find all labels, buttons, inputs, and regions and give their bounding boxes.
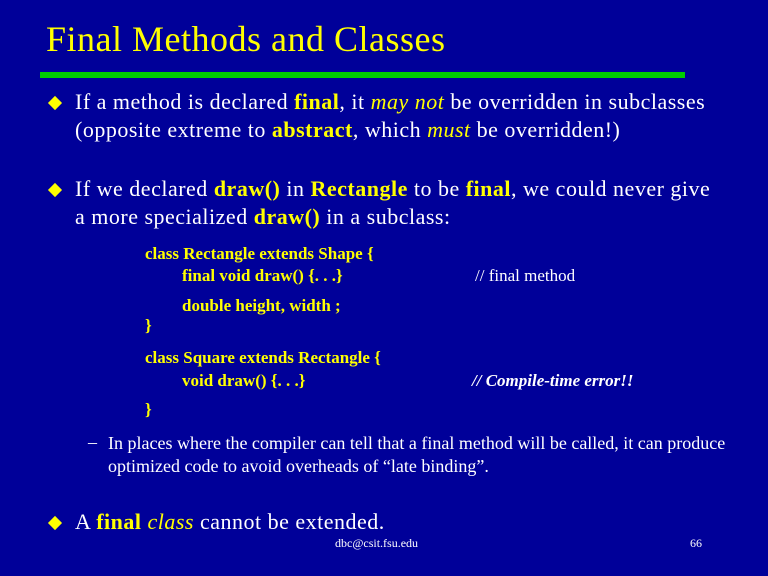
code-comment: // Compile-time error!! (472, 371, 634, 390)
bullet-final-class (75, 508, 725, 536)
bullet-text: be overridden!) (470, 117, 621, 142)
bullet-text: A (75, 509, 97, 534)
keyword-abstract: abstract (271, 117, 353, 142)
bullet-text: in (280, 176, 311, 201)
bullet-text: , which (352, 117, 428, 142)
code-comment: // final method (475, 266, 576, 285)
keyword-final: final (96, 509, 142, 534)
emphasis-class: class (147, 509, 194, 534)
subpoint-text: In places where the compiler can tell that a final method will be called, it can produce optimized code to avoid overheads of “late binding”. (108, 433, 726, 476)
code-line: class Square extends Rectangle { (145, 348, 381, 367)
bullet-diamond-icon (48, 183, 62, 197)
keyword-draw: draw() (213, 176, 281, 201)
footer-email: dbc@csit.fsu.edu (335, 536, 419, 550)
bullet-text: If we declared (75, 176, 214, 201)
code-line: } (145, 316, 152, 335)
bullet-diamond-icon (48, 96, 62, 110)
bullet-text: , we could never give a more specialized (75, 176, 711, 229)
code-line: double height, width ; (182, 296, 341, 315)
code-line: class Rectangle extends Shape { (145, 244, 374, 263)
keyword-draw: draw() (253, 204, 321, 229)
bullet-text: cannot be extended. (193, 509, 385, 534)
code-line: final void draw() {. . .} (182, 266, 343, 285)
subpoint-dash: – (88, 432, 97, 452)
keyword-final: final (294, 89, 340, 114)
bullet-text: If a method is declared (75, 89, 295, 114)
bullet-diamond-icon (48, 516, 62, 530)
keyword-final: final (465, 176, 512, 201)
slide-title: Final Methods and Classes (46, 19, 446, 59)
page-number: 66 (690, 536, 702, 550)
code-line: void draw() {. . .} (182, 371, 306, 390)
keyword-rectangle: Rectangle (310, 176, 408, 201)
bullet-final-draw (75, 175, 725, 231)
bullet-text: be overridden in subclasses (opposite extreme to (75, 89, 706, 142)
code-line: } (145, 400, 152, 419)
bullet-text: in a subclass: (320, 204, 451, 229)
bullet-text: , it (339, 89, 371, 114)
bullet-text: to be (407, 176, 466, 201)
emphasis-must: must (427, 117, 471, 142)
emphasis-may-not: may not (370, 89, 445, 114)
title-divider (40, 72, 685, 78)
bullet-final-method (75, 88, 725, 144)
